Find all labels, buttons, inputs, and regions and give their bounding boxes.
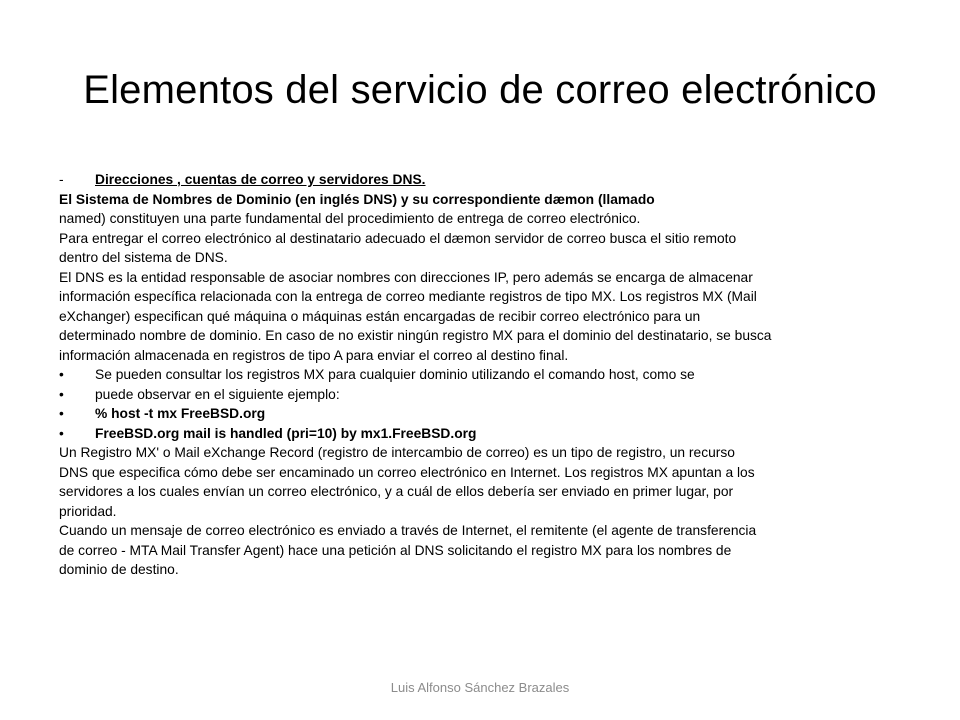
bullet-text-output: FreeBSD.org mail is handled (pri=10) by mx1.FreeBSD.org [95,425,477,441]
paragraph-1 [59,209,909,365]
text-line: información específica relacionada con la entrega de correo mediante registros de tipo MX. Los registros MX (Mail [59,289,757,304]
text-line: named) constituyen una parte fundamental del procedimiento de entrega de correo electrónico. [59,211,641,226]
text-line: DNS que especifica cómo debe ser encaminado un correo electrónico en Internet. Los registros MX apuntan a los [59,464,755,480]
text-line: Cuando un mensaje de correo electrónico es enviado a través de Internet, el remitente (el agente de transferencia [59,523,757,538]
text-line: de correo - MTA Mail Transfer Agent) hace una petición al DNS solicitando el registro MX para los nombres de [59,542,732,558]
bullet-icon: • [59,425,64,441]
text-line: determinado nombre de dominio. En caso de no existir ningún registro MX para el dominio del destinatario, se busca [59,328,772,343]
bullet-icon: • [59,386,64,402]
text-line: dominio de destino. [59,562,179,577]
bullet-text: Se pueden consultar los registros MX para cualquier dominio utilizando el comando host, como se [95,367,695,382]
bullet-item [59,365,909,385]
text-line: Un Registro MX' o Mail eXchange Record (registro de intercambio de correo) es un tipo de registro, un recurso [59,445,735,460]
bold-intro-line: El Sistema de Nombres de Dominio (en inglés DNS) y su correspondiente dæmon (llamado [59,191,655,207]
dash-marker: - [59,172,64,187]
bullet-item [59,385,909,405]
paragraph-2 [59,443,909,580]
bullet-icon: • [59,367,64,382]
bullet-list [59,365,909,443]
text-line: servidores a los cuales envían un correo electrónico, y a cuál de ellos debería ser enviado en primer lugar, por [59,484,734,499]
text-line: eXchanger) especifican qué máquina o máquinas están encargadas de recibir correo electrónico para un [59,308,701,324]
text-line: dentro del sistema de DNS. [59,250,228,265]
text-line: información almacenada en registros de tipo A para enviar el correo al destino final. [59,347,569,363]
section-heading-line [59,170,909,190]
text-line: Para entregar el correo electrónico al destinatario adecuado el dæmon servidor de correo busca el sitio remoto [59,230,737,246]
slide-title: Elementos del servicio de correo electrónico [83,68,877,112]
bullet-item [59,424,909,444]
section-heading: Direcciones , cuentas de correo y servidores DNS. [95,172,426,187]
slide-footer: Luis Alfonso Sánchez Brazales [390,680,570,695]
slide-body [59,170,909,580]
bullet-item [59,404,909,424]
text-line: El DNS es la entidad responsable de asociar nombres con direcciones IP, pero además se encarga de almacenar [59,269,753,285]
bullet-icon: • [59,406,64,421]
text-line: prioridad. [59,503,117,519]
bullet-text: puede observar en el siguiente ejemplo: [95,386,340,402]
bullet-text-command: % host -t mx FreeBSD.org [95,406,266,421]
